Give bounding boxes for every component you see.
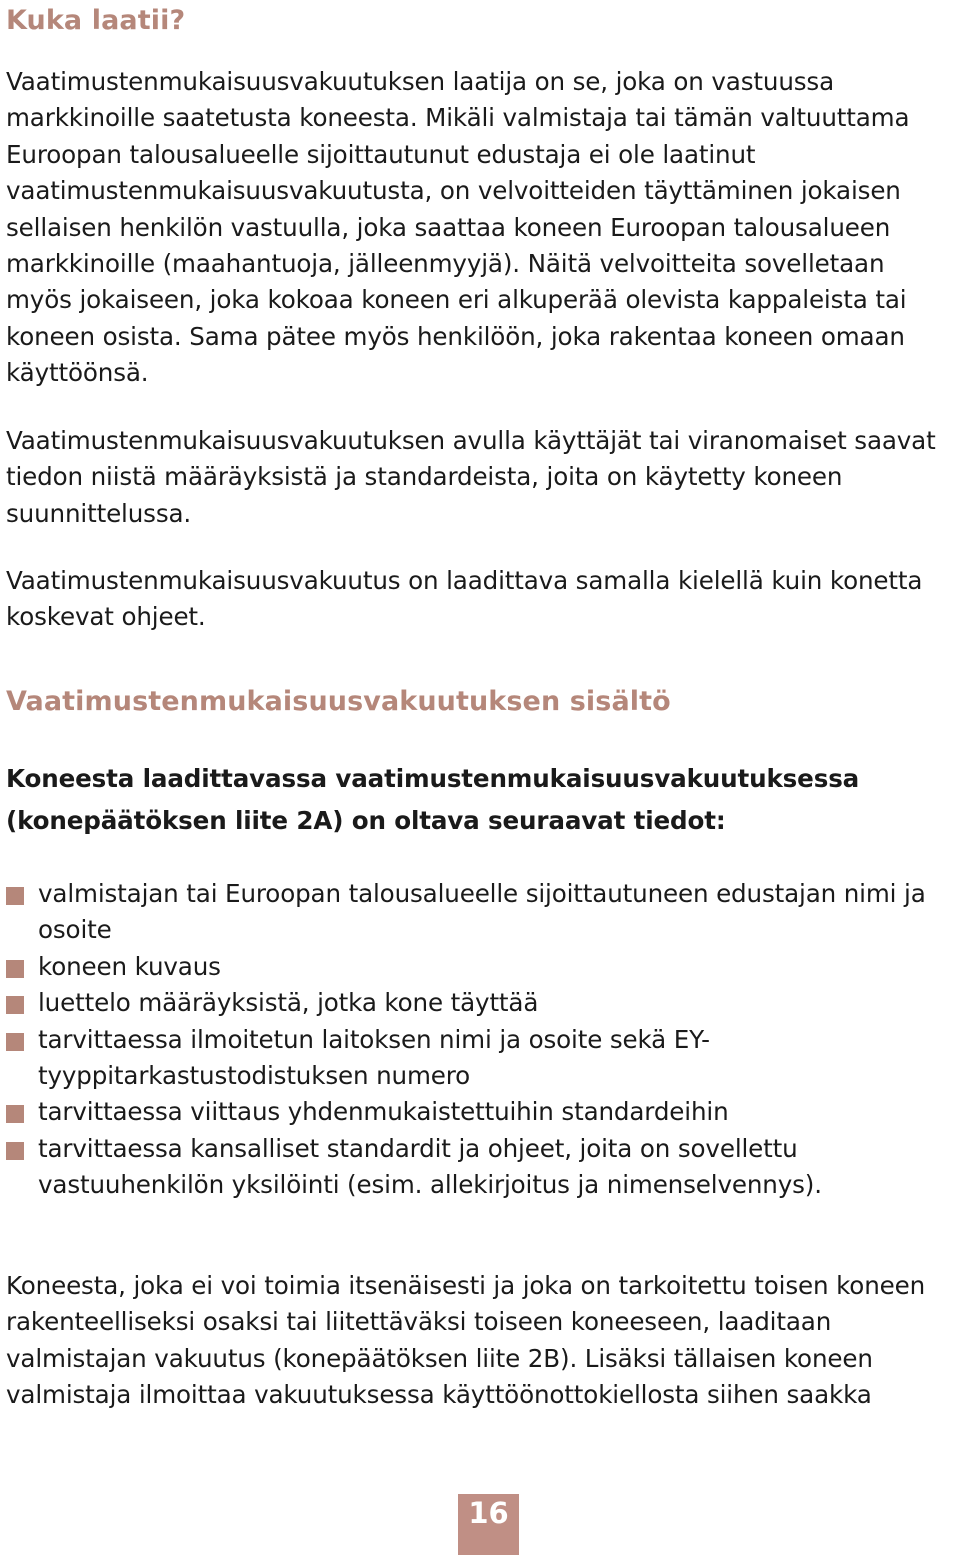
list-item-text: tarvittaessa viittaus yhdenmukaistettuihin standardeihin (38, 1097, 729, 1127)
list-item (6, 949, 956, 985)
lead-paragraph: Koneesta laadittavassa vaatimustenmukaisuusvakuutuksessa (konepäätöksen liite 2A) on oltava seuraavat tiedot: (6, 764, 860, 835)
list-item (6, 1022, 956, 1095)
square-bullet-icon (6, 960, 24, 978)
list-item (6, 876, 956, 949)
list-item-text: valmistajan tai Euroopan talousalueelle sijoittautuneen edustajan nimi ja osoite (38, 879, 926, 945)
square-bullet-icon (6, 1033, 24, 1051)
list-item (6, 985, 956, 1021)
list-item-text: tarvittaessa kansalliset standardit ja ohjeet, joita on sovellettu vastuuhenkilön yksilöinti (esim. allekirjoitus ja nimenselvennys). (38, 1133, 822, 1200)
square-bullet-icon (6, 1105, 24, 1123)
paragraph-purpose: Vaatimustenmukaisuusvakuutuksen avulla käyttäjät tai viranomaiset saavat tiedon niistä määräyksistä ja standardeista, joita on käytetty koneen suunnittelussa. (6, 426, 936, 528)
list-item (6, 1094, 956, 1130)
paragraph-partly-completed: Koneesta, joka ei voi toimia itsenäisesti ja joka on tarkoitettu toisen koneen rakenteelliseksi osaksi tai liitettäväksi toiseen koneeseen, laaditaan valmistajan vakuutus (konepäätöksen liite 2B). Lisäksi tällaisen koneen valmistaja ilmoittaa vakuutuksessa käyttöönottokiellosta siihen saakka (6, 1271, 926, 1410)
section-heading-who: Kuka laatii? (6, 5, 186, 36)
list-item-text: tarvittaessa ilmoitetun laitoksen nimi ja osoite sekä EY-tyyppitarkastustodistuksen numero (38, 1024, 710, 1091)
list-item (6, 1131, 956, 1204)
list-item-text: luettelo määräyksistä, jotka kone täyttää (38, 988, 539, 1018)
required-info-list (6, 876, 956, 1204)
paragraph-who-prepares: Vaatimustenmukaisuusvakuutuksen laatija on se, joka on vastuussa markkinoille saatetusta koneesta. Mikäli valmistaja tai tämän valtuuttama Euroopan talousalueelle sijoittautunut edustaja ei ole laatinut vaatimustenmukaisuusvakuutusta, on velvoitteiden täyttäminen jokaisen sellaisen henkilön vastuulla, joka saattaa koneen Euroopan talousalueen markkinoille (maahantuoja, jälleenmyyjä). Näitä velvoitteita sovelletaan myös jokaiseen, joka kokoaa koneen eri alkuperää olevista kappaleista tai koneen osista. Sama pätee myös henkilöön, joka rakentaa koneen omaan käyttöönsä. (6, 67, 910, 388)
list-item-text: koneen kuvaus (38, 951, 221, 981)
page-number: 16 (458, 1494, 519, 1555)
paragraph-language: Vaatimustenmukaisuusvakuutus on laadittava samalla kielellä kuin konetta koskevat ohjeet. (6, 566, 923, 632)
square-bullet-icon (6, 887, 24, 905)
section-heading-contents: Vaatimustenmukaisuusvakuutuksen sisältö (6, 686, 671, 717)
square-bullet-icon (6, 1142, 24, 1160)
square-bullet-icon (6, 996, 24, 1014)
